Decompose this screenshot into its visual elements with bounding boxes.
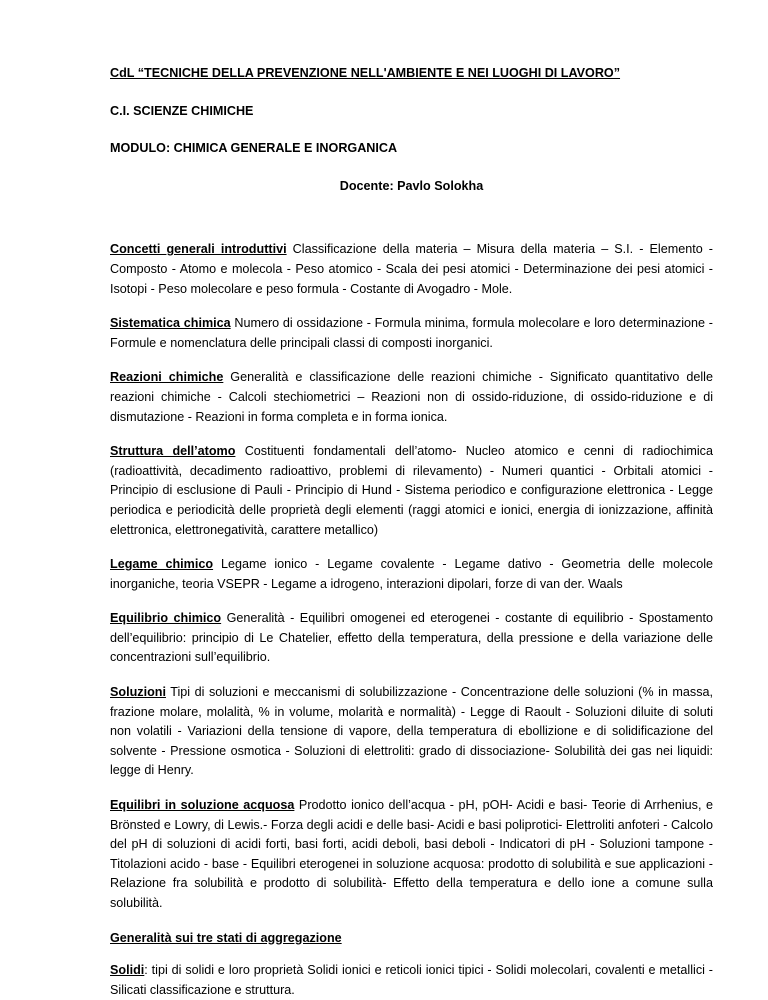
section-text: Tipi di soluzioni e meccanismi di solubilizzazione - Concentrazione delle soluzioni (% in massa, frazione molare, molalità, % in volume, molarità e normalità) - Legge di Raoult - Soluzioni diluite di soluti non volatili - Variazioni della tensione di vapore, della temperatura di ebollizione e di solidificazione del solvente - Pressione osmotica - Soluzioni di elettroliti: grado di dissociazione- Solubilità dei gas nei liquidi: legge di Henry.	[110, 685, 713, 778]
section-title: Soluzioni	[110, 685, 166, 700]
section-equilibrio	[110, 609, 713, 668]
section-struttura-atomo	[110, 442, 713, 540]
section-text: Generalità - Equilibri omogenei ed eterogenei - costante di equilibrio - Spostamento dell’equilibrio: principio di Le Chatelier, effetto della temperatura, della pressione e della variazione delle concentrazioni sull’equilibrio.	[110, 611, 713, 665]
section-text: Numero di ossidazione - Formula minima, formula molecolare e loro determinazione - Formule e nomenclatura delle principali classi di composti inorganici.	[110, 316, 713, 350]
section-title: Reazioni chimiche	[110, 370, 224, 385]
teacher-name: Docente: Pavlo Solokha	[339, 178, 484, 193]
section-legame	[110, 555, 713, 594]
module-title: MODULO: CHIMICA GENERALE E INORGANICA	[110, 141, 398, 156]
section-reazioni	[110, 368, 713, 427]
section-text: Generalità e classificazione delle reazioni chimiche - Significato quantitativo delle reazioni chimiche - Calcoli stechiometrici – Reazioni non di ossido-riduzione, di ossido-riduzione e di dismutazione - Reazioni in forma completa e in forma ionica.	[110, 370, 713, 424]
section-title: Equilibri in soluzione acquosa	[110, 798, 295, 813]
section-stati-aggregazione	[110, 929, 713, 949]
course-title: CdL “TECNICHE DELLA PREVENZIONE NELL'AMBIENTE E NEI LUOGHI DI LAVORO”	[110, 66, 621, 80]
section-concetti	[110, 240, 713, 299]
section-soluzioni	[110, 683, 713, 781]
section-text: Legame ionico - Legame covalente - Legame dativo - Geometria delle molecole inorganiche, teoria VSEPR - Legame a idrogeno, interazioni dipolari, forze di van der. Waals	[110, 557, 714, 591]
section-title: Struttura dell’atomo	[110, 444, 236, 459]
section-equilibri-acquosa	[110, 796, 713, 914]
section-title: Sistematica chimica	[110, 316, 231, 331]
section-title: Generalità sui tre stati di aggregazione	[110, 930, 342, 945]
section-title: Equilibrio chimico	[110, 611, 222, 626]
section-title: Solidi	[110, 963, 145, 978]
section-sistematica	[110, 314, 713, 353]
integrated-course: C.I. SCIENZE CHIMICHE	[110, 103, 254, 118]
section-solidi	[110, 961, 713, 1000]
section-text: : tipi di solidi e loro proprietà Solidi ionici e reticoli ionici tipici - Solidi molecolari, covalenti e metallici - Silicati classificazione e struttura.	[110, 963, 713, 997]
section-text: Classificazione della materia – Misura della materia – S.I. - Elemento - Composto - Atomo e molecola - Peso atomico - Scala dei pesi atomici - Determinazione dei pesi atomici - Isotopi - Peso molecolare e peso formula - Costante di Avogadro - Mole.	[110, 242, 713, 296]
section-text: Costituenti fondamentali dell’atomo- Nucleo atomico e cenni di radiochimica (radioattività, decadimento radioattivo, problemi di rilevamento) - Numeri quantici - Orbitali atomici - Principio di esclusione di Pauli - Principio di Hund - Sistema periodico e configurazione elettronica - Legge periodica e periodicità delle proprietà degli elementi (raggi atomici e ionici, energia di ionizzazione, affinità elettronica, elettronegatività, carattere metallico)	[110, 444, 713, 537]
section-title: Concetti generali introduttivi	[110, 242, 287, 257]
section-title: Legame chimico	[110, 557, 214, 572]
section-text: Prodotto ionico dell’acqua - pH, pOH- Acidi e basi- Teorie di Arrhenius, e Brönsted e Lowry, di Lewis.- Forza degli acidi e delle basi- Acidi e basi poliprotici- Elettroliti anfoteri - Calcolo del pH di soluzioni di acidi forti, basi forti, acidi deboli, basi deboli - Indicatori di pH - Soluzioni tampone - Titolazioni acido - base - Equilibri eterogenei in soluzione acquosa: prodotto di solubilità e sue applicazioni - Relazione fra solubilità e prodotto di solubilità- Effetto della temperatura e dello ione a comune sulla solubilità.	[110, 798, 714, 910]
